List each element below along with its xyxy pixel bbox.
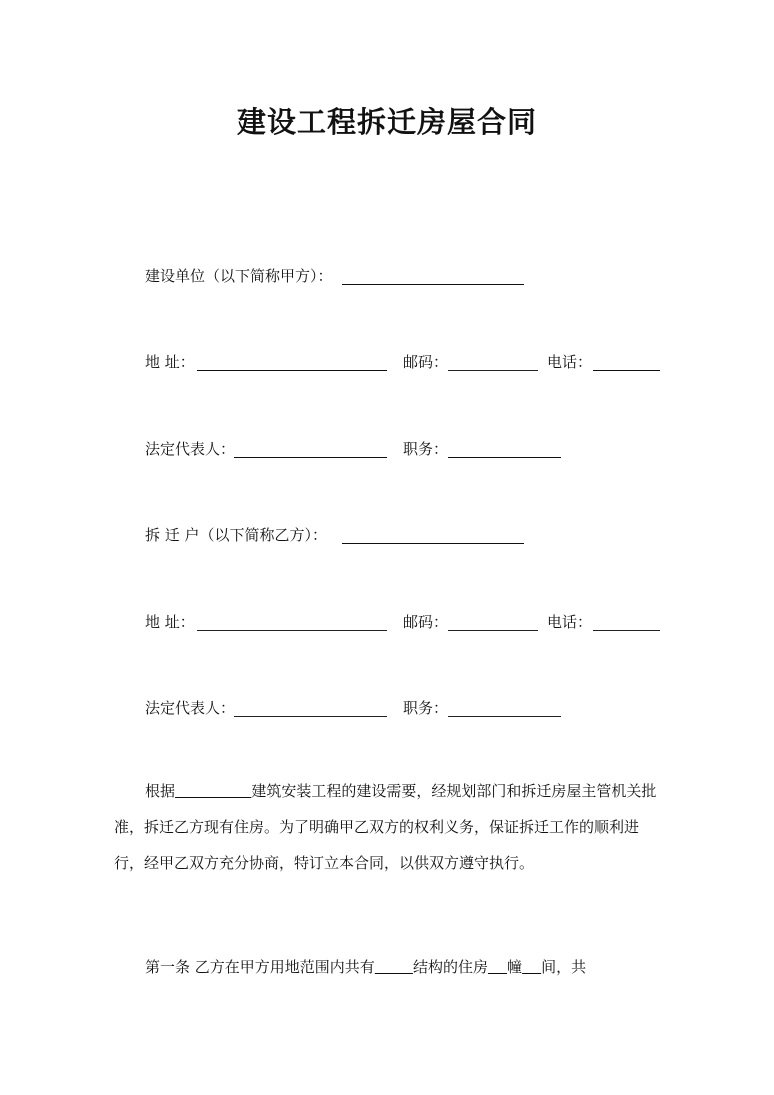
party-b-address-field[interactable] xyxy=(197,630,387,631)
party-a-address-label: 地 址： xyxy=(145,353,195,371)
article-1-text-2: 幢 xyxy=(507,958,523,976)
party-b-phone-field[interactable] xyxy=(593,630,660,631)
preamble-lead: 根据 xyxy=(145,782,176,800)
document-title: 建设工程拆迁房屋合同 xyxy=(236,105,537,139)
project-name-blank[interactable] xyxy=(175,782,251,800)
party-a-address-field[interactable] xyxy=(197,370,387,371)
party-b-rep-label: 法定代表人： xyxy=(145,699,236,717)
structure-type-blank[interactable] xyxy=(375,958,413,976)
preamble-paragraph xyxy=(114,773,662,881)
party-a-phone-field[interactable] xyxy=(593,370,660,371)
party-a-position-label: 职务： xyxy=(403,440,449,458)
party-b-position-field[interactable] xyxy=(448,716,561,717)
party-b-position-label: 职务： xyxy=(403,699,449,717)
preamble-text: 建筑安装工程的建设需要，经规划部门和拆迁房屋主管机关批准，拆迁乙方现有住房。为了明确甲乙双方的权利义务，保证拆迁工作的顺利进行，经甲乙双方充分协商，特订立本合同，以供双方遵守执行。 xyxy=(114,782,657,872)
room-count-blank[interactable] xyxy=(522,958,541,976)
party-b-unit-field[interactable] xyxy=(342,543,524,544)
article-1-lead: 第一条 乙方在甲方用地范围内共有 xyxy=(145,958,375,976)
party-b-phone-label: 电话： xyxy=(547,613,593,631)
building-count-blank[interactable] xyxy=(488,958,507,976)
party-a-rep-field[interactable] xyxy=(234,457,387,458)
party-a-postcode-field[interactable] xyxy=(448,370,538,371)
party-a-postcode-label: 邮码： xyxy=(403,353,449,371)
party-a-rep-label: 法定代表人： xyxy=(145,440,236,458)
party-a-position-field[interactable] xyxy=(448,457,561,458)
article-1-text-3: 间，共 xyxy=(541,958,587,976)
article-1-paragraph xyxy=(114,949,662,985)
party-b-address-label: 地 址： xyxy=(145,613,195,631)
party-b-unit-label: 拆 迁 户（以下简称乙方）： xyxy=(145,526,328,544)
party-b-postcode-label: 邮码： xyxy=(403,613,449,631)
party-b-postcode-field[interactable] xyxy=(448,630,538,631)
article-1-text-1: 结构的住房 xyxy=(412,958,488,976)
party-a-phone-label: 电话： xyxy=(547,353,593,371)
party-a-unit-field[interactable] xyxy=(342,284,524,285)
party-b-rep-field[interactable] xyxy=(234,716,387,717)
party-a-unit-label: 建设单位（以下简称甲方）： xyxy=(145,267,333,285)
